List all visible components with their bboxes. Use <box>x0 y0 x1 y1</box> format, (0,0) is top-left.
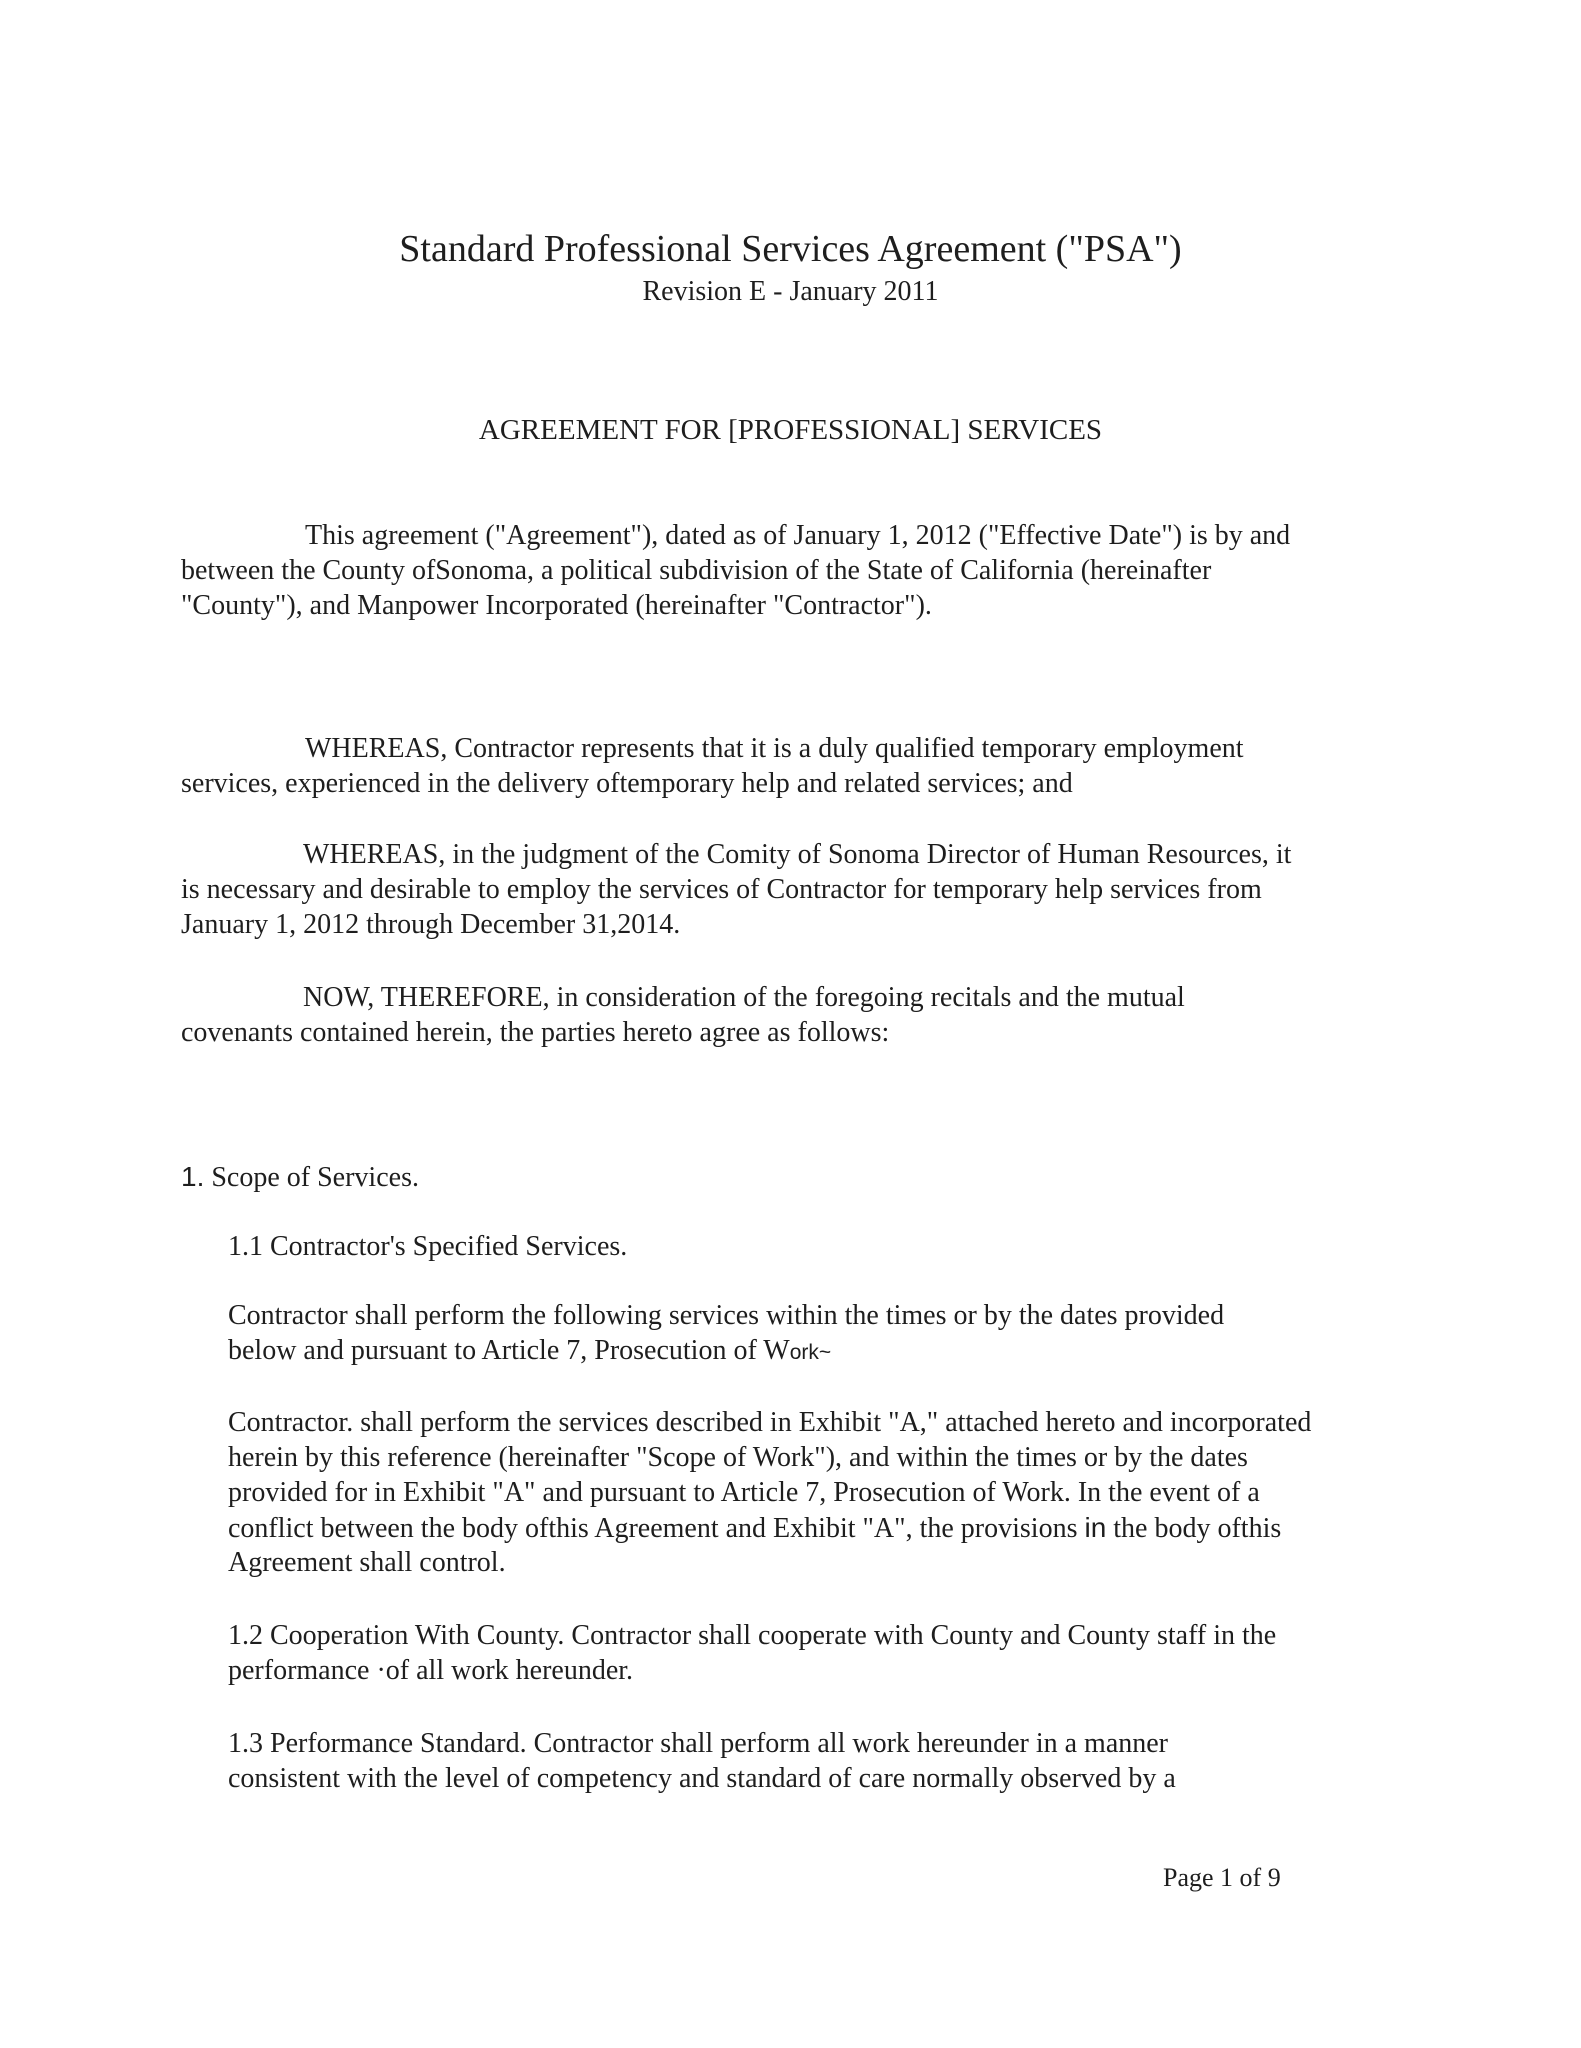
document-title: Standard Professional Services Agreement ("PSA") <box>399 228 1182 270</box>
subsection-1-1-p2-line-2: herein by this reference (hereinafter "Scope of Work"), and within the times or by the dates <box>228 1442 1248 1473</box>
section-1-number: 1. <box>181 1161 205 1192</box>
p1-line-2-tail: ork~ <box>789 1341 832 1364</box>
subsection-1-2-line-2: performance ·of all work hereunder. <box>228 1655 634 1686</box>
intro-line-2: between the County ofSonoma, a political subdivision of the State of California (hereinafter <box>181 555 1212 586</box>
subsection-1-1-p2-line-4 <box>228 1511 1281 1546</box>
whereas-1-line-1: WHEREAS, Contractor represents that it is a duly qualified temporary employment <box>305 733 1244 764</box>
section-1-title: Scope of Services. <box>211 1162 419 1193</box>
now-therefore-line-2: covenants contained herein, the parties hereto agree as follows: <box>181 1017 890 1048</box>
subsection-1-1-p2-line-5: Agreement shall control. <box>228 1547 506 1578</box>
p1-line-2-main: below and pursuant to Article 7, Prosecution of W <box>228 1335 790 1366</box>
subsection-1-1-heading: 1.1 Contractor's Specified Services. <box>228 1231 628 1262</box>
subsection-1-3-line-1: 1.3 Performance Standard. Contractor shall perform all work hereunder in a manner <box>228 1728 1168 1759</box>
section-1-heading <box>181 1160 419 1195</box>
agreement-heading: AGREEMENT FOR [PROFESSIONAL] SERVICES <box>478 414 1103 446</box>
subsection-1-1-p1-line-2 <box>228 1334 831 1370</box>
whereas-2-line-2: is necessary and desirable to employ the services of Contractor for temporary help services from <box>181 874 1262 905</box>
subsection-1-1-p2-line-3: provided for in Exhibit "A" and pursuant to Article 7, Prosecution of Work. In the event of a <box>228 1477 1260 1508</box>
subsection-1-1-p1-line-1: Contractor shall perform the following services within the times or by the dates provided <box>228 1300 1225 1331</box>
now-therefore-line-1: NOW, THEREFORE, in consideration of the foregoing recitals and the mutual <box>303 982 1185 1013</box>
subsection-1-1-p2-line-1: Contractor. shall perform the services described in Exhibit "A," attached hereto and incorporated <box>228 1407 1312 1438</box>
p2-line-4-in: in <box>1084 1512 1107 1543</box>
whereas-2-line-3: January 1, 2012 through December 31,2014. <box>181 909 681 940</box>
revision-label: Revision E - January 2011 <box>642 276 939 307</box>
p2-line-4-b: the body ofthis <box>1106 1513 1282 1544</box>
whereas-2-line-1: WHEREAS, in the judgment of the Comity of Sonoma Director of Human Resources, it <box>303 839 1292 870</box>
intro-line-1: This agreement ("Agreement"), dated as of January 1, 2012 ("Effective Date") is by and <box>305 520 1291 551</box>
p2-line-4-a: conflict between the body ofthis Agreement and Exhibit "A", the provisions <box>228 1513 1085 1544</box>
intro-line-3: "County"), and Manpower Incorporated (hereinafter "Contractor"). <box>181 590 932 621</box>
page-number: Page 1 of 9 <box>1163 1863 1281 1892</box>
subsection-1-3-line-2: consistent with the level of competency and standard of care normally observed by a <box>228 1763 1176 1794</box>
subsection-1-2-line-1: 1.2 Cooperation With County. Contractor shall cooperate with County and County staff in the <box>228 1620 1277 1651</box>
whereas-1-line-2: services, experienced in the delivery oftemporary help and related services; and <box>181 768 1073 799</box>
